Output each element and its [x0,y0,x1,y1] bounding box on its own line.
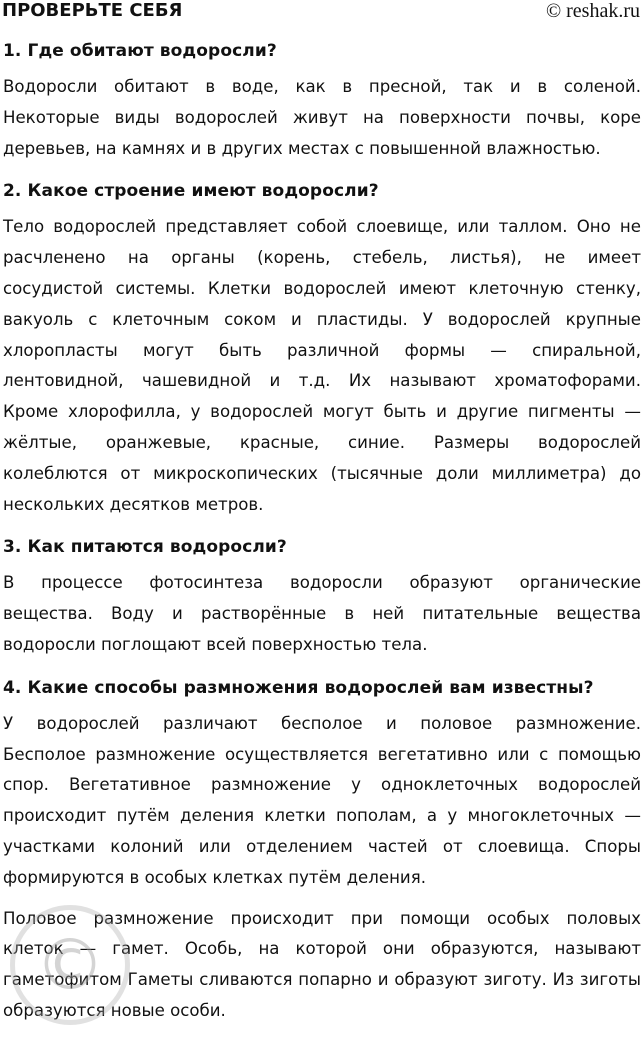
answer-paragraph [3,709,641,894]
document-body [3,34,641,1037]
text-line: происходит путём деления клетки пополам, а у многоклеточных — [3,806,641,826]
text-line: вещества. Воду и растворённые в ней питательные вещества [3,604,641,624]
text-line: клеток — гамет. Особь, на которой они образуются, называют [3,939,641,959]
answer-paragraph [3,568,641,660]
page-title: ПРОВЕРЬТЕ СЕБЯ [2,0,183,21]
section [3,530,641,660]
answer-paragraph [3,904,641,1027]
text-line: формируются в особых клетках путём деления. [3,867,426,887]
text-line: лентовидной, чашевидной и т.д. Их называют хроматофорами. [3,371,641,391]
text-line: нескольких десятков метров. [3,494,264,514]
question-heading: 3. Как питаются водоросли? [3,537,287,558]
question-heading: 2. Какое строение имеют водоросли? [3,181,379,202]
answer-paragraph [3,72,641,164]
answer-paragraph [3,212,641,520]
text-line: гаметофитом Гаметы сливаются попарно и образуют зиготу. Из зиготы [3,970,641,990]
text-line: вакуоль с клеточным соком и пластиды. У водорослей крупные [3,309,641,329]
question-heading: 4. Какие способы размножения водорослей вам известны? [3,677,594,698]
text-line: Водоросли обитают в воде, как в пресной, так и в соленой. [3,77,641,96]
text-line: У водорослей различают бесполое и половое размножение. [3,713,641,733]
text-line: образуются новые особи. [3,1000,226,1020]
section [3,174,641,520]
text-line: жёлтые, оранжевые, красные, синие. Размеры водорослей [3,432,641,452]
text-line: спор. Вегетативное размножение у одноклеточных водорослей [3,775,641,795]
text-line: сосудистой системы. Клетки водорослей имеют клеточную стенку, [3,278,641,298]
text-line: Некоторые виды водорослей живут на поверхности почвы, коре [3,107,641,127]
text-line: Половое размножение происходит при помощи особых половых [3,908,641,928]
text-line: хлоропласты могут быть различной формы — спиральной, [3,340,641,360]
text-line: Кроме хлорофилла, у водорослей могут быть и другие пигменты — [3,402,641,422]
text-line: водоросли поглощают всей поверхностью тела. [3,634,428,654]
question-heading: 1. Где обитают водоросли? [3,41,277,61]
text-line: Бесполое размножение осуществляется вегетативно или с помощью [3,744,641,764]
section [3,671,641,1027]
text-line: Тело водорослей представляет собой слоевище, или таллом. Оно не [3,217,641,237]
watermark-copyright-icon: © [10,905,130,1025]
text-line: участками колоний или отделением частей от слоевища. Споры [3,836,641,856]
brand-label: © reshak.ru [545,0,640,22]
section [3,34,641,164]
text-line: деревьев, на камнях и в других местах с повышенной влажностью. [3,138,601,158]
text-line: В процессе фотосинтеза водоросли образуют органические [3,573,641,593]
text-line: расчленено на органы (корень, стебель, листья), не имеет [3,248,641,268]
text-line: колеблются от микроскопических (тысячные доли миллиметра) до [3,463,641,483]
